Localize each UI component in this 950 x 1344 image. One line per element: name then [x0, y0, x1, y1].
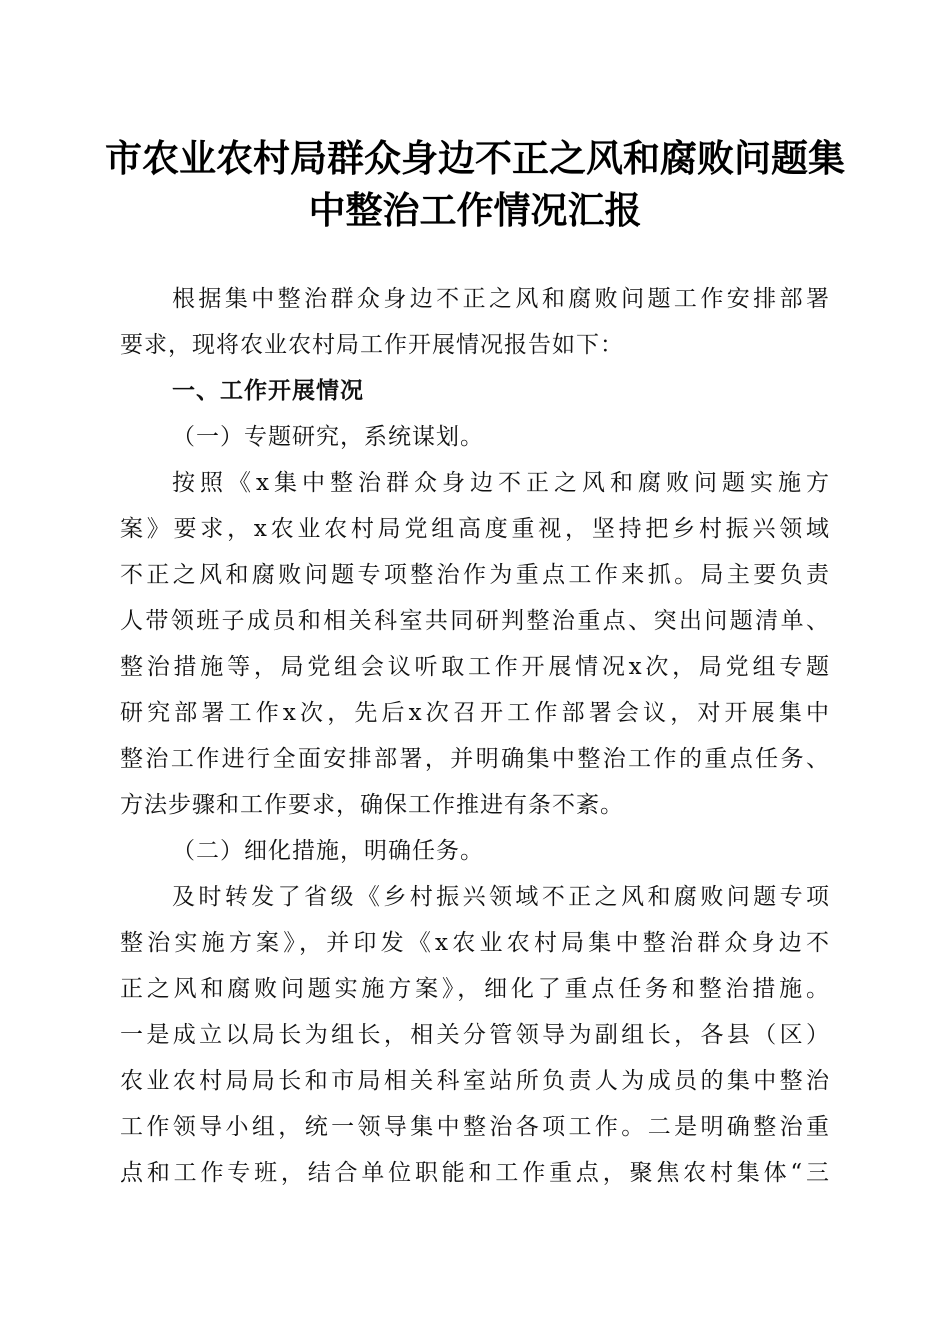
- intro-line: 根据集中整治群众身边不正之风和腐败问题工作安排部署: [172, 286, 830, 312]
- paragraph-line: 案》要求，x农业农村局党组高度重视，坚持把乡村振兴领域: [120, 516, 830, 542]
- paragraph-line: 正之风和腐败问题实施方案》，细化了重点任务和整治措施。: [120, 976, 830, 1002]
- paragraph-line: 及时转发了省级《乡村振兴领域不正之风和腐败问题专项: [172, 884, 830, 910]
- paragraph-line: 点和工作专班，结合单位职能和工作重点，聚焦农村集体“三: [120, 1160, 830, 1186]
- title-line-2: 中整治工作情况汇报: [308, 188, 642, 232]
- paragraph-line: 按照《x集中整治群众身边不正之风和腐败问题实施方: [172, 470, 830, 496]
- paragraph-line: 人带领班子成员和相关科室共同研判整治重点、突出问题清单、: [120, 608, 830, 634]
- subsection-heading: （一）专题研究，系统谋划。: [172, 424, 484, 450]
- subsection-heading: （二）细化措施，明确任务。: [172, 838, 484, 864]
- paragraph-line: 研究部署工作x次，先后x次召开工作部署会议，对开展集中: [120, 700, 830, 726]
- paragraph-line: 一是成立以局长为组长，相关分管领导为副组长，各县（区）: [120, 1022, 830, 1048]
- section-heading: 一、工作开展情况: [172, 378, 364, 404]
- document-title: [100, 132, 850, 236]
- paragraph-line: 农业农村局局长和市局相关科室站所负责人为成员的集中整治: [120, 1068, 830, 1094]
- paragraph-line: 整治工作进行全面安排部署，并明确集中整治工作的重点任务、: [120, 746, 830, 772]
- title-line-1: 市农业农村局群众身边不正之风和腐败问题集: [105, 136, 845, 180]
- paragraph-line: 方法步骤和工作要求，确保工作推进有条不紊。: [120, 792, 624, 818]
- paragraph-line: 工作领导小组，统一领导集中整治各项工作。二是明确整治重: [120, 1114, 830, 1140]
- intro-line: 要求，现将农业农村局工作开展情况报告如下：: [120, 332, 624, 358]
- paragraph-line: 整治措施等，局党组会议听取工作开展情况x次，局党组专题: [120, 654, 830, 680]
- paragraph-line: 整治实施方案》，并印发《x农业农村局集中整治群众身边不: [120, 930, 830, 956]
- document-body: [120, 276, 830, 1196]
- paragraph-line: 不正之风和腐败问题专项整治作为重点工作来抓。局主要负责: [120, 562, 830, 588]
